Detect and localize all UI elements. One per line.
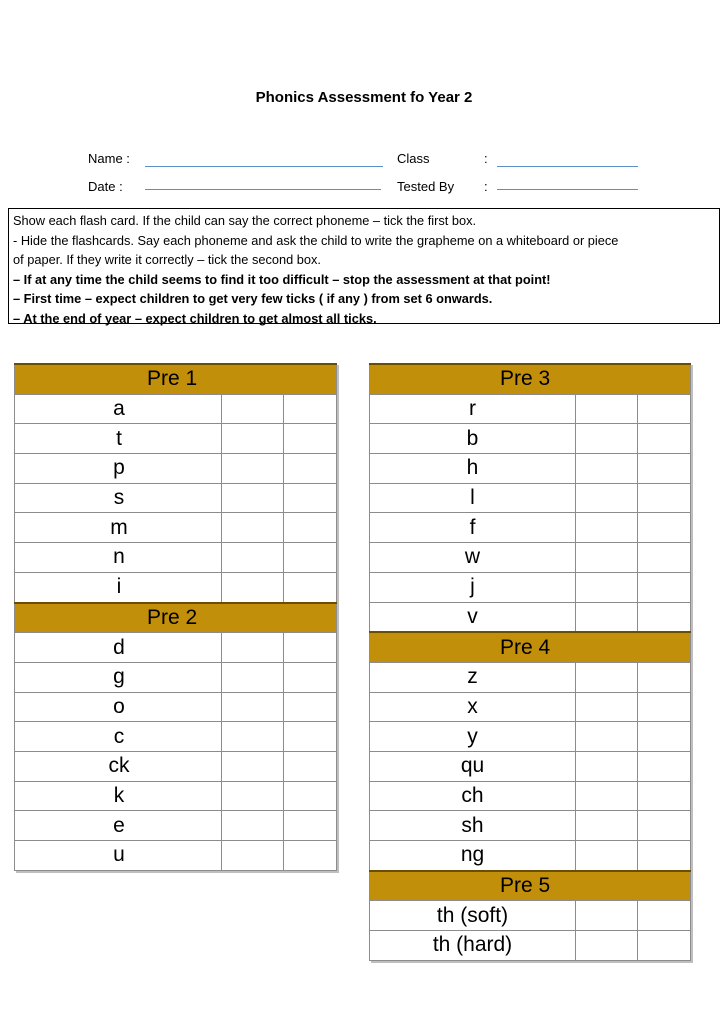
phoneme-row: [370, 483, 691, 513]
phoneme-text: o: [113, 694, 125, 718]
phoneme-text: p: [113, 456, 125, 480]
say-tick-box[interactable]: [576, 543, 638, 573]
say-tick-box[interactable]: [222, 513, 284, 543]
phoneme-row: [370, 692, 691, 722]
phoneme-row: [370, 572, 691, 602]
class-label: Class: [397, 151, 430, 166]
instructions-box: [8, 208, 720, 324]
write-tick-box[interactable]: [638, 811, 691, 841]
page-title: Phonics Assessment fo Year 2: [255, 89, 473, 106]
phoneme-row: [15, 513, 337, 543]
instruction-line: – If at any time the child seems to find it too difficult – stop the assessment at that point!: [13, 271, 551, 287]
phoneme-text: c: [113, 724, 125, 748]
instruction-line: – First time – expect children to get very few ticks ( if any ) from set 6 onwards.: [13, 291, 493, 306]
write-tick-box[interactable]: [638, 454, 691, 484]
phoneme-label: v: [370, 602, 576, 632]
write-tick-box[interactable]: [284, 424, 337, 454]
write-tick-box[interactable]: [638, 901, 691, 931]
instruction-line: of paper. If they write it correctly – tick the second box.: [13, 252, 321, 267]
say-tick-box[interactable]: [576, 781, 638, 811]
write-tick-box[interactable]: [284, 633, 337, 663]
phoneme-label: [15, 424, 222, 454]
set-header: Pre 2: [15, 603, 337, 633]
say-tick-box[interactable]: [576, 394, 638, 424]
phoneme-label: sh: [370, 811, 576, 841]
phoneme-label: [15, 483, 222, 513]
phoneme-label: [15, 692, 222, 722]
say-tick-box[interactable]: [576, 424, 638, 454]
phoneme-label: ng: [370, 841, 576, 871]
say-tick-box[interactable]: [222, 424, 284, 454]
phoneme-text: n: [113, 545, 125, 569]
phoneme-text: g: [113, 665, 125, 689]
phoneme-label: b: [370, 424, 576, 454]
write-tick-box[interactable]: [638, 722, 691, 752]
write-tick-box[interactable]: [638, 841, 691, 871]
phoneme-label: [15, 513, 222, 543]
say-tick-box[interactable]: [576, 841, 638, 871]
write-tick-box[interactable]: [638, 662, 691, 692]
phoneme-row: [370, 811, 691, 841]
phoneme-row: [370, 394, 691, 424]
phoneme-row: [15, 811, 337, 841]
write-tick-box[interactable]: [284, 572, 337, 602]
write-tick-box[interactable]: [284, 543, 337, 573]
set-header: Pre 3: [370, 364, 691, 394]
instruction-line: – At the end of year – expect children to get almost all ticks.: [13, 310, 377, 326]
phoneme-label: [15, 572, 222, 602]
phoneme-label: w: [370, 543, 576, 573]
say-tick-box[interactable]: [576, 722, 638, 752]
phoneme-label: [15, 543, 222, 573]
phoneme-row: [370, 602, 691, 632]
set-header-row: [370, 871, 691, 901]
say-tick-box[interactable]: [222, 722, 284, 752]
phoneme-label: [15, 722, 222, 752]
write-tick-box[interactable]: [638, 931, 691, 961]
write-tick-box[interactable]: [284, 722, 337, 752]
phoneme-row: [15, 483, 337, 513]
phoneme-label: ch: [370, 781, 576, 811]
phoneme-text: a: [113, 397, 125, 421]
tested-by-label: Tested By: [397, 179, 455, 194]
say-tick-box[interactable]: [222, 572, 284, 602]
phoneme-label: l: [370, 483, 576, 513]
phoneme-row: [15, 722, 337, 752]
say-tick-box[interactable]: [222, 841, 284, 871]
right-assessment-table: [369, 363, 691, 961]
name-field-line[interactable]: [145, 166, 383, 167]
phoneme-label: [15, 662, 222, 692]
write-tick-box[interactable]: [284, 662, 337, 692]
say-tick-box[interactable]: [222, 394, 284, 424]
date-field-line[interactable]: [145, 189, 381, 190]
say-tick-box[interactable]: [576, 751, 638, 781]
phoneme-row: [15, 692, 337, 722]
phoneme-label: th (hard): [370, 931, 576, 961]
phoneme-row: [370, 781, 691, 811]
set-header-row: [15, 603, 337, 633]
write-tick-box[interactable]: [284, 781, 337, 811]
phoneme-row: [15, 394, 337, 424]
phoneme-text: e: [113, 813, 125, 837]
say-tick-box[interactable]: [576, 602, 638, 632]
say-tick-box[interactable]: [576, 572, 638, 602]
write-tick-box[interactable]: [284, 841, 337, 871]
phoneme-label: [15, 454, 222, 484]
write-tick-box[interactable]: [284, 811, 337, 841]
write-tick-box[interactable]: [638, 781, 691, 811]
phoneme-row: [15, 751, 337, 781]
write-tick-box[interactable]: [284, 394, 337, 424]
phoneme-row: [370, 931, 691, 961]
say-tick-box[interactable]: [576, 901, 638, 931]
write-tick-box[interactable]: [638, 424, 691, 454]
say-tick-box[interactable]: [222, 543, 284, 573]
say-tick-box[interactable]: [576, 692, 638, 722]
set-header: Pre 5: [370, 871, 691, 901]
phoneme-label: h: [370, 454, 576, 484]
phoneme-row: [15, 454, 337, 484]
write-tick-box[interactable]: [638, 602, 691, 632]
phoneme-row: [370, 751, 691, 781]
say-tick-box[interactable]: [576, 811, 638, 841]
phoneme-text: s: [113, 486, 125, 510]
set-header: Pre 1: [15, 364, 337, 394]
class-field-line[interactable]: [497, 166, 638, 167]
phoneme-label: qu: [370, 751, 576, 781]
phoneme-label: [15, 751, 222, 781]
phoneme-row: [370, 722, 691, 752]
phoneme-label: f: [370, 513, 576, 543]
instruction-line: Show each flash card. If the child can say the correct phoneme – tick the first box.: [13, 213, 477, 228]
phoneme-label: y: [370, 722, 576, 752]
phoneme-label: r: [370, 394, 576, 424]
set-header: Pre 4: [370, 632, 691, 662]
phoneme-row: [15, 662, 337, 692]
phoneme-row: [15, 781, 337, 811]
phoneme-row: [15, 572, 337, 602]
left-assessment-table: [14, 363, 337, 871]
set-header-row: [370, 364, 691, 394]
phoneme-row: [370, 424, 691, 454]
phoneme-label: [15, 394, 222, 424]
phoneme-label: [15, 811, 222, 841]
date-label: Date :: [88, 179, 123, 194]
write-tick-box[interactable]: [284, 483, 337, 513]
set-header-row: [370, 632, 691, 662]
say-tick-box[interactable]: [222, 751, 284, 781]
phoneme-label: [15, 633, 222, 663]
phoneme-row: [370, 841, 691, 871]
write-tick-box[interactable]: [638, 483, 691, 513]
write-tick-box[interactable]: [284, 751, 337, 781]
say-tick-box[interactable]: [576, 513, 638, 543]
tested-by-field-line[interactable]: [497, 189, 638, 190]
write-tick-box[interactable]: [284, 692, 337, 722]
phoneme-label: [15, 781, 222, 811]
phoneme-text: k: [113, 783, 125, 807]
write-tick-box[interactable]: [284, 454, 337, 484]
write-tick-box[interactable]: [638, 543, 691, 573]
write-tick-box[interactable]: [638, 751, 691, 781]
say-tick-box[interactable]: [222, 781, 284, 811]
phoneme-row: [370, 543, 691, 573]
phoneme-label: j: [370, 572, 576, 602]
class-colon: :: [484, 151, 488, 166]
phoneme-row: [370, 513, 691, 543]
say-tick-box[interactable]: [576, 483, 638, 513]
say-tick-box[interactable]: [222, 811, 284, 841]
set-header-row: [15, 364, 337, 394]
write-tick-box[interactable]: [638, 692, 691, 722]
phoneme-row: [15, 841, 337, 871]
say-tick-box[interactable]: [576, 454, 638, 484]
name-label: Name :: [88, 151, 130, 166]
phoneme-text: m: [110, 515, 128, 539]
phoneme-row: [370, 662, 691, 692]
say-tick-box[interactable]: [222, 483, 284, 513]
say-tick-box[interactable]: [222, 454, 284, 484]
tested-by-colon: :: [484, 179, 488, 194]
write-tick-box[interactable]: [638, 513, 691, 543]
phoneme-text: ck: [108, 754, 130, 778]
phoneme-label: th (soft): [370, 901, 576, 931]
phoneme-row: [15, 424, 337, 454]
phoneme-label: [15, 841, 222, 871]
say-tick-box[interactable]: [576, 931, 638, 961]
write-tick-box[interactable]: [284, 513, 337, 543]
phoneme-text: d: [113, 635, 125, 659]
say-tick-box[interactable]: [222, 662, 284, 692]
instruction-line: - Hide the flashcards. Say each phoneme and ask the child to write the grapheme on a whiteboard or piece: [13, 232, 619, 248]
phoneme-text: u: [113, 843, 125, 867]
say-tick-box[interactable]: [576, 662, 638, 692]
phoneme-row: [15, 543, 337, 573]
phoneme-text: t: [116, 426, 122, 450]
phoneme-label: z: [370, 662, 576, 692]
phoneme-text: i: [116, 575, 122, 599]
say-tick-box[interactable]: [222, 633, 284, 663]
phoneme-row: [370, 901, 691, 931]
phoneme-row: [370, 454, 691, 484]
phoneme-row: [15, 633, 337, 663]
phoneme-label: x: [370, 692, 576, 722]
say-tick-box[interactable]: [222, 692, 284, 722]
write-tick-box[interactable]: [638, 572, 691, 602]
write-tick-box[interactable]: [638, 394, 691, 424]
